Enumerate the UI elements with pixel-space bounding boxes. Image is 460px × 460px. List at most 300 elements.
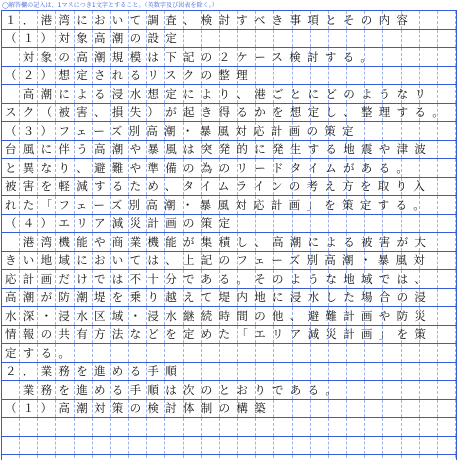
grid-cell <box>2 30 20 48</box>
grid-cell <box>111 344 129 362</box>
grid-cell <box>293 400 311 418</box>
grid-cell <box>438 104 456 122</box>
grid-cell <box>20 344 38 362</box>
grid-cell <box>93 85 111 103</box>
grid-cell <box>38 344 56 362</box>
grid-cell <box>2 178 20 196</box>
grid-cell <box>202 381 220 399</box>
grid-cell <box>129 48 147 66</box>
grid-cell <box>38 215 56 233</box>
grid-cell <box>293 326 311 344</box>
grid-cell <box>165 122 183 140</box>
manuscript-grid <box>1 10 457 460</box>
grid-cell <box>129 30 147 48</box>
grid-row <box>2 233 456 252</box>
grid-cell <box>347 307 365 325</box>
grid-cell <box>420 30 438 48</box>
grid-cell <box>56 437 74 455</box>
grid-cell <box>129 437 147 455</box>
grid-cell <box>347 418 365 436</box>
grid-cell <box>383 178 401 196</box>
grid-cell <box>347 67 365 85</box>
grid-cell <box>402 270 420 288</box>
grid-cell <box>256 48 274 66</box>
grid-cell <box>20 104 38 122</box>
grid-cell <box>365 215 383 233</box>
grid-cell <box>202 363 220 381</box>
grid-cell <box>347 270 365 288</box>
grid-cell <box>147 326 165 344</box>
grid-cell <box>38 141 56 159</box>
grid-cell <box>2 381 20 399</box>
grid-cell <box>220 307 238 325</box>
grid-cell <box>274 48 292 66</box>
grid-cell <box>147 104 165 122</box>
grid-cell <box>365 11 383 29</box>
grid-cell <box>38 455 56 460</box>
grid-cell <box>56 141 74 159</box>
grid-cell <box>2 67 20 85</box>
grid-cell <box>274 178 292 196</box>
grid-cell <box>56 104 74 122</box>
grid-cell <box>147 418 165 436</box>
grid-cell <box>347 233 365 251</box>
grid-cell <box>2 363 20 381</box>
grid-cell <box>56 11 74 29</box>
grid-cell <box>184 178 202 196</box>
grid-cell <box>256 233 274 251</box>
grid-cell <box>38 252 56 270</box>
grid-cell <box>311 196 329 214</box>
grid-cell <box>238 196 256 214</box>
grid-cell <box>293 307 311 325</box>
grid-cell <box>402 30 420 48</box>
grid-cell <box>38 11 56 29</box>
grid-cell <box>93 437 111 455</box>
grid-cell <box>329 363 347 381</box>
grid-cell <box>383 289 401 307</box>
grid-cell <box>365 178 383 196</box>
row-text: きい地域においては、上記のフェーズ別高潮・暴風対 <box>5 253 432 268</box>
grid-cell <box>147 215 165 233</box>
grid-cell <box>238 326 256 344</box>
grid-cell <box>365 48 383 66</box>
grid-cell <box>202 122 220 140</box>
grid-cell <box>20 48 38 66</box>
grid-cell <box>93 233 111 251</box>
grid-cell <box>402 141 420 159</box>
grid-cell <box>383 381 401 399</box>
grid-cell <box>329 215 347 233</box>
grid-cell <box>38 30 56 48</box>
grid-cell <box>256 178 274 196</box>
grid-row <box>2 307 456 326</box>
grid-cell <box>311 289 329 307</box>
grid-cell <box>365 289 383 307</box>
grid-cell <box>56 252 74 270</box>
grid-cell <box>20 122 38 140</box>
grid-row <box>2 11 456 30</box>
grid-cell <box>238 67 256 85</box>
grid-cell <box>38 307 56 325</box>
grid-cell <box>365 104 383 122</box>
grid-cell <box>238 381 256 399</box>
grid-cell <box>111 381 129 399</box>
grid-cell <box>293 215 311 233</box>
grid-cell <box>202 437 220 455</box>
grid-cell <box>420 418 438 436</box>
grid-cell <box>220 196 238 214</box>
grid-cell <box>256 215 274 233</box>
grid-cell <box>220 289 238 307</box>
grid-cell <box>420 363 438 381</box>
grid-cell <box>238 30 256 48</box>
grid-cell <box>438 196 456 214</box>
grid-cell <box>75 178 93 196</box>
grid-cell <box>311 455 329 460</box>
grid-cell <box>256 418 274 436</box>
grid-cell <box>38 104 56 122</box>
grid-cell <box>420 252 438 270</box>
row-text: （１）対象高潮の設定 <box>5 31 183 46</box>
grid-cell <box>93 178 111 196</box>
grid-cell <box>147 307 165 325</box>
grid-cell <box>56 381 74 399</box>
grid-cell <box>165 400 183 418</box>
grid-cell <box>220 252 238 270</box>
grid-cell <box>293 289 311 307</box>
grid-cell <box>202 30 220 48</box>
grid-cell <box>220 11 238 29</box>
grid-cell <box>129 122 147 140</box>
grid-cell <box>238 307 256 325</box>
grid-cell <box>365 233 383 251</box>
grid-cell <box>420 159 438 177</box>
grid-cell <box>220 455 238 460</box>
grid-cell <box>329 252 347 270</box>
grid-cell <box>75 122 93 140</box>
grid-cell <box>93 104 111 122</box>
grid-cell <box>256 437 274 455</box>
grid-cell <box>293 104 311 122</box>
grid-cell <box>56 178 74 196</box>
grid-cell <box>129 141 147 159</box>
grid-cell <box>184 307 202 325</box>
grid-cell <box>202 215 220 233</box>
grid-cell <box>383 104 401 122</box>
grid-cell <box>402 418 420 436</box>
grid-cell <box>147 455 165 460</box>
grid-cell <box>20 270 38 288</box>
grid-cell <box>238 48 256 66</box>
grid-cell <box>56 67 74 85</box>
grid-cell <box>274 344 292 362</box>
grid-cell <box>93 141 111 159</box>
grid-cell <box>329 344 347 362</box>
grid-cell <box>438 344 456 362</box>
grid-cell <box>111 307 129 325</box>
grid-row <box>2 344 456 363</box>
grid-cell <box>56 196 74 214</box>
grid-cell <box>274 30 292 48</box>
grid-cell <box>311 307 329 325</box>
grid-cell <box>93 363 111 381</box>
grid-cell <box>256 326 274 344</box>
grid-cell <box>129 178 147 196</box>
grid-cell <box>238 437 256 455</box>
grid-cell <box>184 233 202 251</box>
row-text: ２．業務を進める手順 <box>5 364 183 379</box>
grid-cell <box>365 159 383 177</box>
grid-cell <box>274 215 292 233</box>
grid-cell <box>329 178 347 196</box>
grid-cell <box>202 233 220 251</box>
grid-cell <box>75 141 93 159</box>
grid-cell <box>347 48 365 66</box>
grid-cell <box>311 326 329 344</box>
grid-cell <box>347 381 365 399</box>
grid-cell <box>111 252 129 270</box>
grid-cell <box>293 437 311 455</box>
grid-cell <box>438 400 456 418</box>
grid-cell <box>256 196 274 214</box>
grid-cell <box>147 30 165 48</box>
grid-cell <box>129 233 147 251</box>
grid-cell <box>238 363 256 381</box>
grid-cell <box>365 141 383 159</box>
grid-cell <box>20 437 38 455</box>
grid-cell <box>311 11 329 29</box>
grid-cell <box>2 344 20 362</box>
grid-cell <box>184 215 202 233</box>
grid-cell <box>111 289 129 307</box>
grid-cell <box>111 363 129 381</box>
grid-cell <box>165 159 183 177</box>
grid-cell <box>202 159 220 177</box>
grid-cell <box>165 455 183 460</box>
grid-cell <box>402 363 420 381</box>
grid-cell <box>220 400 238 418</box>
grid-cell <box>329 159 347 177</box>
grid-cell <box>165 252 183 270</box>
grid-cell <box>238 104 256 122</box>
grid-cell <box>420 455 438 460</box>
grid-cell <box>75 252 93 270</box>
grid-cell <box>165 233 183 251</box>
grid-cell <box>38 85 56 103</box>
grid-cell <box>329 30 347 48</box>
grid-cell <box>293 122 311 140</box>
grid-cell <box>347 196 365 214</box>
grid-cell <box>202 455 220 460</box>
grid-row <box>2 178 456 197</box>
grid-cell <box>75 85 93 103</box>
grid-row <box>2 141 456 160</box>
grid-cell <box>20 67 38 85</box>
grid-cell <box>93 455 111 460</box>
grid-cell <box>93 11 111 29</box>
grid-cell <box>329 196 347 214</box>
grid-cell <box>93 159 111 177</box>
row-text: 高潮が防潮堤を乗り越えて堤内地に浸水した場合の浸 <box>5 290 433 305</box>
grid-cell <box>129 344 147 362</box>
grid-cell <box>56 344 74 362</box>
grid-cell <box>402 85 420 103</box>
grid-cell <box>38 381 56 399</box>
grid-cell <box>147 363 165 381</box>
grid-cell <box>256 307 274 325</box>
grid-cell <box>383 363 401 381</box>
grid-row <box>2 85 456 104</box>
grid-cell <box>184 159 202 177</box>
grid-cell <box>347 289 365 307</box>
grid-cell <box>56 363 74 381</box>
grid-cell <box>347 11 365 29</box>
grid-cell <box>311 104 329 122</box>
grid-cell <box>93 67 111 85</box>
grid-cell <box>129 85 147 103</box>
grid-cell <box>293 196 311 214</box>
grid-cell <box>402 344 420 362</box>
grid-cell <box>184 455 202 460</box>
grid-cell <box>347 455 365 460</box>
grid-cell <box>383 252 401 270</box>
grid-cell <box>184 363 202 381</box>
grid-cell <box>56 48 74 66</box>
grid-cell <box>256 122 274 140</box>
grid-cell <box>256 252 274 270</box>
grid-cell <box>438 48 456 66</box>
grid-cell <box>383 326 401 344</box>
grid-cell <box>220 270 238 288</box>
grid-cell <box>365 455 383 460</box>
grid-cell <box>56 307 74 325</box>
grid-cell <box>147 289 165 307</box>
grid-cell <box>2 233 20 251</box>
grid-cell <box>75 48 93 66</box>
grid-cell <box>311 159 329 177</box>
grid-cell <box>274 363 292 381</box>
grid-cell <box>56 215 74 233</box>
grid-cell <box>238 400 256 418</box>
grid-cell <box>220 122 238 140</box>
grid-cell <box>365 437 383 455</box>
grid-cell <box>347 85 365 103</box>
row-text: スク（被害、損失）が起き得るかを想定し、整理する。 <box>5 105 450 120</box>
grid-cell <box>20 159 38 177</box>
grid-cell <box>402 455 420 460</box>
grid-cell <box>438 141 456 159</box>
grid-cell <box>147 252 165 270</box>
grid-cell <box>184 85 202 103</box>
grid-cell <box>2 104 20 122</box>
grid-cell <box>202 418 220 436</box>
grid-cell <box>347 141 365 159</box>
grid-cell <box>111 11 129 29</box>
grid-cell <box>202 141 220 159</box>
grid-cell <box>329 233 347 251</box>
grid-cell <box>311 400 329 418</box>
grid-cell <box>129 363 147 381</box>
grid-cell <box>129 400 147 418</box>
grid-cell <box>75 344 93 362</box>
grid-cell <box>93 270 111 288</box>
grid-cell <box>38 437 56 455</box>
grid-cell <box>56 455 74 460</box>
grid-cell <box>383 48 401 66</box>
grid-cell <box>402 178 420 196</box>
grid-cell <box>38 326 56 344</box>
grid-cell <box>2 455 20 460</box>
grid-cell <box>329 122 347 140</box>
grid-cell <box>347 30 365 48</box>
grid-cell <box>184 289 202 307</box>
grid-cell <box>165 437 183 455</box>
grid-cell <box>329 11 347 29</box>
grid-cell <box>111 122 129 140</box>
grid-cell <box>438 437 456 455</box>
grid-cell <box>329 437 347 455</box>
grid-cell <box>347 122 365 140</box>
grid-cell <box>111 233 129 251</box>
grid-cell <box>293 381 311 399</box>
grid-cell <box>2 159 20 177</box>
grid-cell <box>184 252 202 270</box>
grid-cell <box>20 178 38 196</box>
grid-cell <box>2 437 20 455</box>
grid-cell <box>202 178 220 196</box>
row-text: 被害を軽減するため、タイムラインの考え方を取り入 <box>5 179 432 194</box>
grid-cell <box>420 48 438 66</box>
grid-cell <box>420 11 438 29</box>
grid-cell <box>93 400 111 418</box>
grid-cell <box>165 270 183 288</box>
grid-cell <box>20 141 38 159</box>
grid-cell <box>274 270 292 288</box>
grid-cell <box>293 159 311 177</box>
grid-cell <box>420 400 438 418</box>
grid-cell <box>293 418 311 436</box>
grid-cell <box>38 363 56 381</box>
grid-cell <box>274 196 292 214</box>
grid-cell <box>56 85 74 103</box>
grid-cell <box>111 159 129 177</box>
grid-cell <box>202 344 220 362</box>
grid-cell <box>202 289 220 307</box>
grid-cell <box>38 289 56 307</box>
grid-cell <box>420 196 438 214</box>
grid-cell <box>347 437 365 455</box>
grid-cell <box>93 344 111 362</box>
grid-cell <box>93 381 111 399</box>
grid-cell <box>20 326 38 344</box>
grid-cell <box>56 418 74 436</box>
grid-cell <box>274 326 292 344</box>
grid-cell <box>438 85 456 103</box>
grid-cell <box>202 400 220 418</box>
grid-cell <box>402 159 420 177</box>
grid-cell <box>329 381 347 399</box>
grid-cell <box>184 270 202 288</box>
grid-row <box>2 67 456 86</box>
grid-cell <box>329 48 347 66</box>
grid-cell <box>129 326 147 344</box>
grid-cell <box>184 67 202 85</box>
grid-cell <box>293 178 311 196</box>
grid-cell <box>111 48 129 66</box>
grid-cell <box>93 307 111 325</box>
grid-cell <box>56 400 74 418</box>
